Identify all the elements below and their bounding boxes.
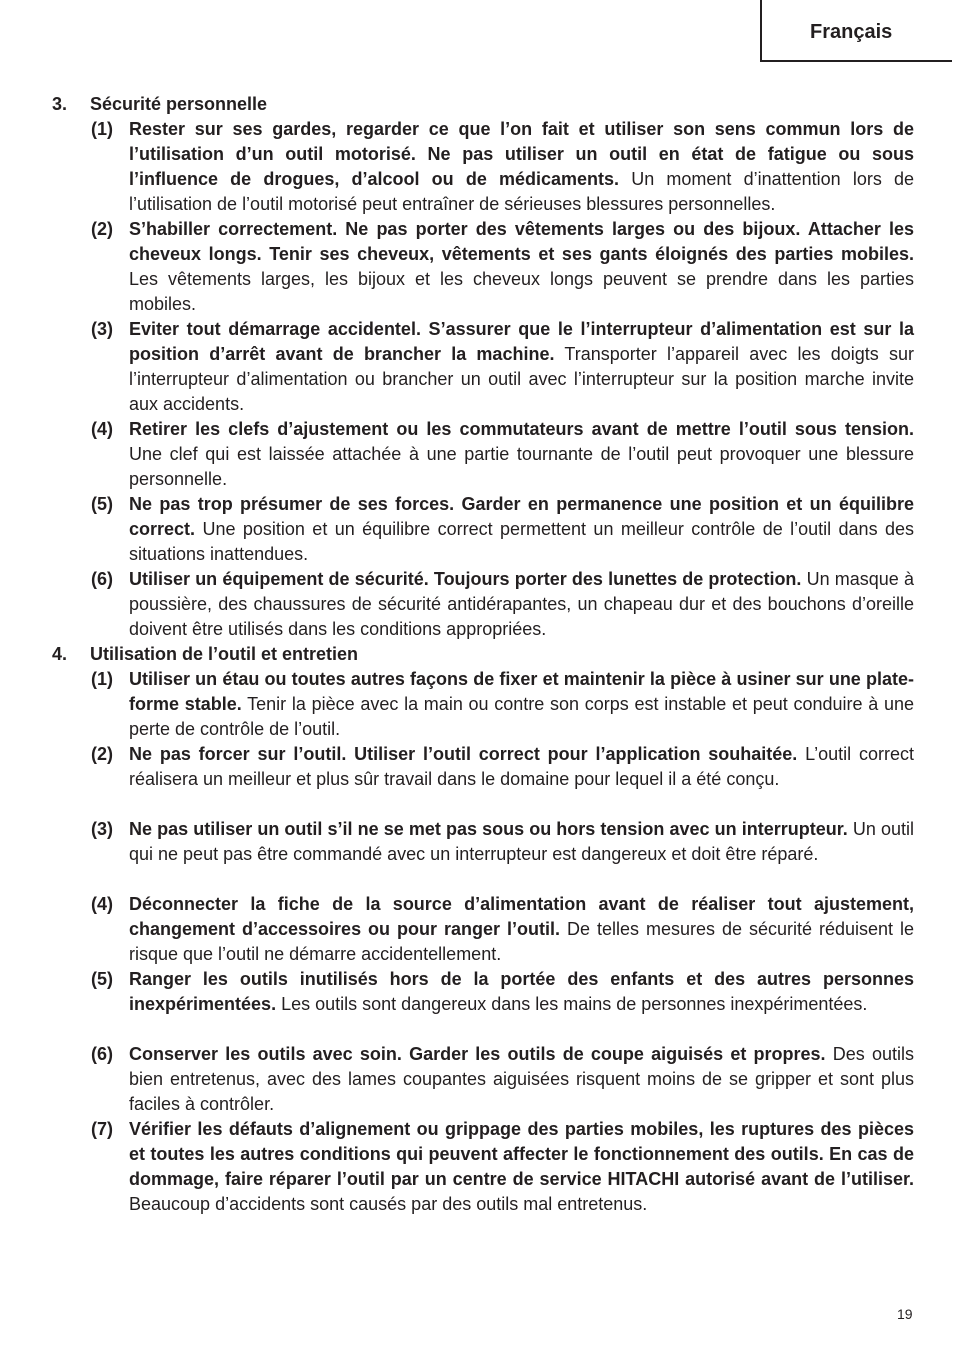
item-number: (6) — [91, 569, 113, 589]
item-emphasis: Ne pas utiliser un outil s’il ne se met pas sous ou hors tension avec un interrupteur. — [129, 819, 848, 839]
item-number: (5) — [91, 494, 113, 514]
item-emphasis: Eviter tout démarrage accidentel. S’assurer que le l’interrupteur d’alimentation est sur la position d’arrêt avant de brancher la machine. — [129, 319, 914, 364]
item-text: Les outils sont dangereux dans les mains de personnes inexpérimentées. — [276, 994, 868, 1014]
item-text: Tenir la pièce avec la main ou contre son corps est instable et peut conduire à une perte de contrôle de l’outil. — [129, 694, 914, 739]
item-emphasis: Retirer les clefs d’ajustement ou les commutateurs avant de mettre l’outil sous tension. — [129, 419, 914, 439]
safety-item — [129, 817, 914, 867]
safety-item — [129, 492, 914, 567]
language-label: Français — [810, 21, 893, 43]
item-emphasis: Déconnecter la fiche de la source d’alimentation avant de réaliser tout ajustement, changement d’accessoires ou pour ranger l’outil. — [129, 894, 914, 939]
item-number: (2) — [91, 219, 113, 239]
item-emphasis: Conserver les outils avec soin. Garder les outils de coupe aiguisés et propres. — [129, 1044, 826, 1064]
item-text: Un moment d’inattention lors de l’utilisation de l’outil motorisé peut entraîner de sérieuses blessures personnelles. — [129, 169, 915, 214]
item-number: (3) — [91, 819, 113, 839]
item-text: Transporter l’appareil avec les doigts sur l’interrupteur d’alimentation ou brancher un outil avec l’interrupteur sur la position marche invite aux accidents. — [129, 344, 914, 414]
item-number: (2) — [91, 744, 113, 764]
item-emphasis: Utiliser un étau ou toutes autres façons de fixer et maintenir la pièce à usiner sur une plate-forme stable. — [129, 669, 914, 714]
section-title: Utilisation de l’outil et entretien — [90, 644, 359, 664]
item-text: L’outil correct réalisera un meilleur et plus sûr travail dans le domaine pour lequel il a été conçu. — [129, 744, 914, 789]
section-heading-tool-use — [52, 642, 358, 667]
item-number: (4) — [91, 419, 113, 439]
item-number: (1) — [91, 669, 113, 689]
item-number: (7) — [91, 1119, 113, 1139]
item-number: (3) — [91, 319, 113, 339]
item-number: (6) — [91, 1044, 113, 1064]
item-emphasis: Vérifier les défauts d’alignement ou grippage des parties mobiles, les ruptures des pièces et toutes les autres conditions qui peuvent affecter le fonctionnement des outils. En cas de dommage, faire réparer l’outil par un centre de service HITACHI autorisé avant de l’utiliser. — [129, 1119, 914, 1189]
item-emphasis: Ranger les outils inutilisés hors de la portée des enfants et des autres personnes inexpérimentées. — [129, 969, 914, 1014]
item-text: Beaucoup d’accidents sont causés par des outils mal entretenus. — [129, 1194, 648, 1214]
item-text: Une position et un équilibre correct permettent un meilleur contrôle de l’outil dans des situations inattendues. — [129, 519, 914, 564]
item-emphasis: Ne pas trop présumer de ses forces. Garder en permanence une position et un équilibre correct. — [129, 494, 914, 539]
safety-item — [129, 317, 914, 417]
safety-item — [129, 217, 914, 317]
item-text: Une clef qui est laissée attachée à une partie tournante de l’outil peut provoquer une blessure personnelle. — [129, 444, 914, 489]
safety-item — [129, 967, 914, 1017]
section-number: 3. — [52, 94, 68, 114]
safety-item — [129, 1042, 914, 1117]
item-emphasis: Utiliser un équipement de sécurité. Toujours porter des lunettes de protection. — [129, 569, 802, 589]
safety-item — [129, 742, 914, 792]
item-text: Des outils bien entretenus, avec des lames coupantes aiguisées risquent moins de se gripper et sont plus faciles à contrôler. — [129, 1044, 914, 1114]
item-emphasis: Ne pas forcer sur l’outil. Utiliser l’outil correct pour l’application souhaitée. — [129, 744, 798, 764]
item-text: Un masque à poussière, des chaussures de sécurité antidérapantes, un chapeau dur et des bouchons d’oreille doivent être utilisés dans les conditions appropriées. — [129, 569, 914, 639]
item-text: De telles mesures de sécurité réduisent le risque que l’outil ne démarre accidentellement. — [129, 919, 914, 964]
item-text: Les vêtements larges, les bijoux et les cheveux longs peuvent se prendre dans les parties mobiles. — [129, 269, 914, 314]
item-emphasis: S’habiller correctement. Ne pas porter des vêtements larges ou des bijoux. Attacher les cheveux longs. Tenir ses cheveux, vêtements et ses gants éloignés des parties mobiles. — [129, 219, 914, 264]
item-number: (4) — [91, 894, 113, 914]
item-text: Un outil qui ne peut pas être commandé avec un interrupteur est dangereux et doit être réparé. — [129, 819, 914, 864]
safety-item — [129, 567, 914, 642]
section-title: Sécurité personnelle — [90, 94, 268, 114]
item-emphasis: Rester sur ses gardes, regarder ce que l’on fait et utiliser son sens commun lors de l’utilisation d’un outil motorisé. Ne pas utiliser un outil en état de fatigue ou sous l’influence de drogues, d’alcool ou de médicaments. — [129, 119, 914, 189]
safety-item — [129, 417, 914, 492]
safety-item — [129, 117, 914, 217]
safety-item — [129, 892, 914, 967]
section-heading-personal-safety — [52, 92, 267, 117]
item-number: (1) — [91, 119, 113, 139]
section-number: 4. — [52, 644, 68, 664]
page-number: 19 — [897, 1306, 913, 1322]
item-number: (5) — [91, 969, 113, 989]
safety-item — [129, 667, 914, 742]
safety-item — [129, 1117, 914, 1217]
